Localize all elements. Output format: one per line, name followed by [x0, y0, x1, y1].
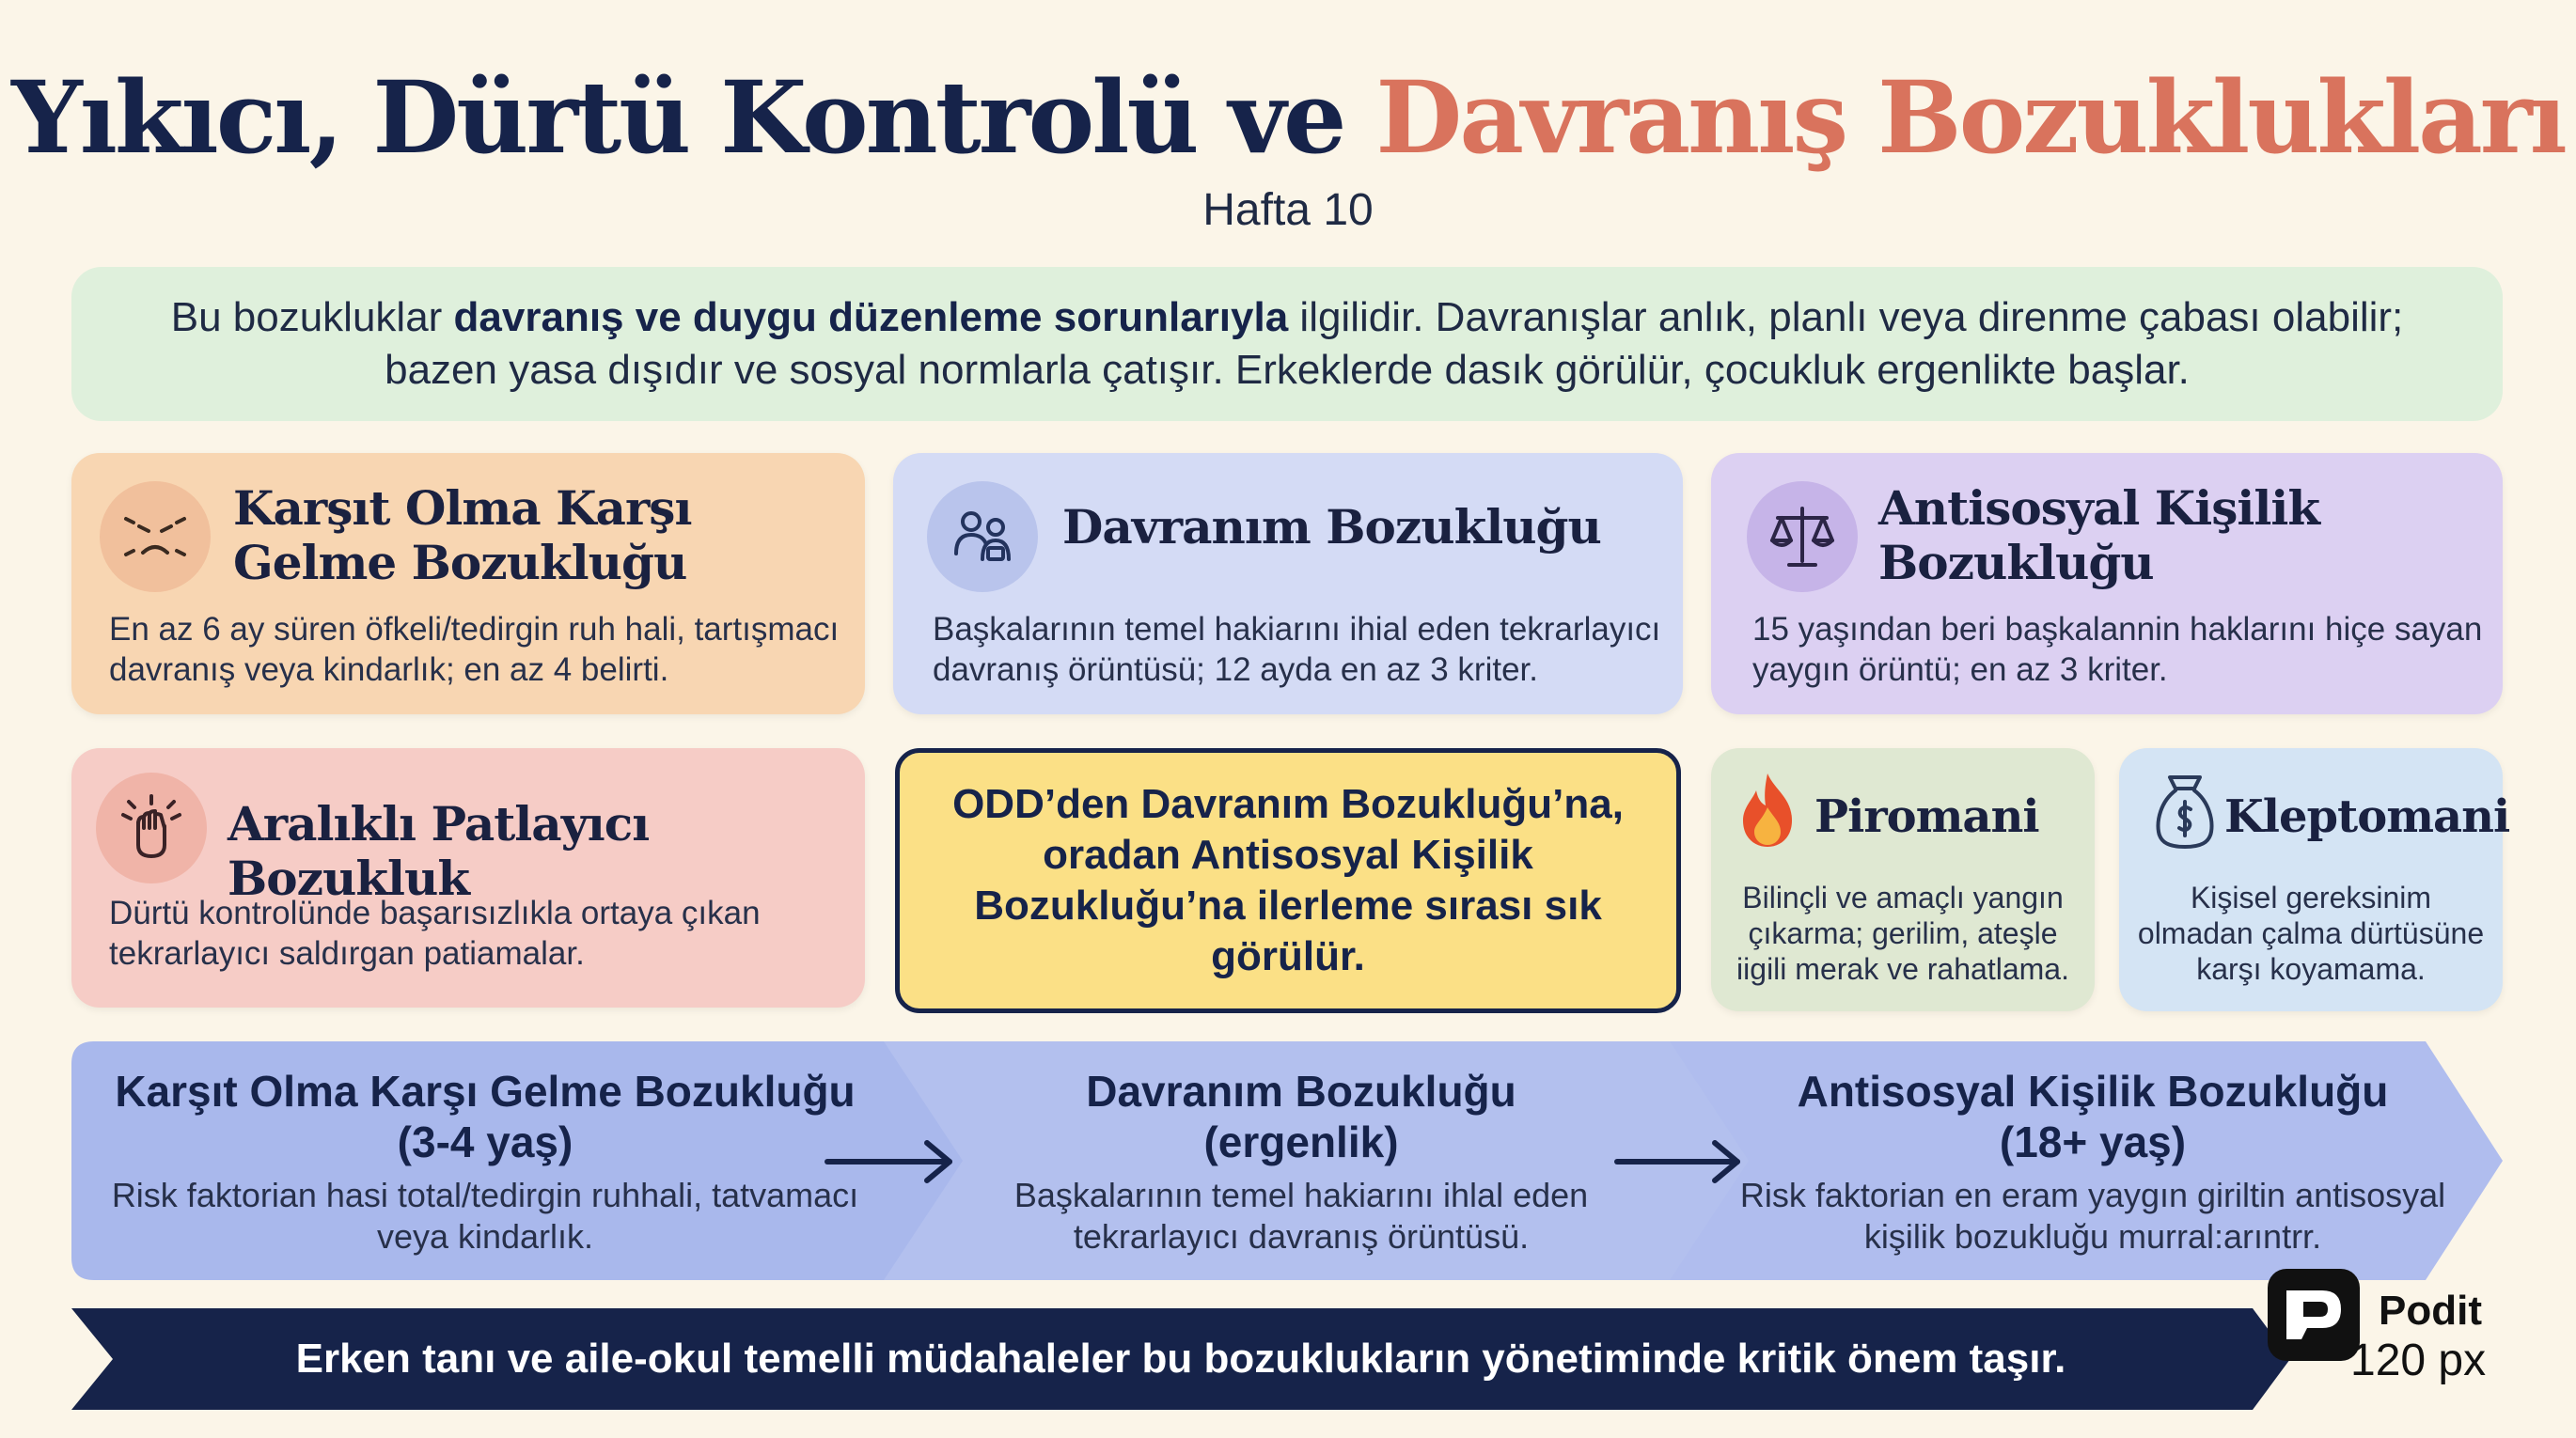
flow-step-title: Antisosyal Kişilik Bozukluğu (18+ yaş): [1797, 1067, 2389, 1166]
page-subtitle: Hafta 10: [1202, 185, 1374, 235]
card-desc: 15 yaşından beri başkalannin haklarını hiçe sayan yaygın örüntü; en az 3 kriter.: [1752, 611, 2483, 688]
card-desc: En az 6 ay süren öfkeli/tedirgin ruh hali, tartışmacı davranış veya kindarlık; en az 4 belirti.: [109, 611, 840, 688]
flow-step-2: [972, 1041, 1630, 1280]
card-desc: Bilinçli ve amaçlı yangın çıkarma; gerilim, ateşle iigili merak ve rahatlama.: [1736, 881, 2069, 986]
intro-panel: [71, 267, 2503, 421]
intro-text: [147, 291, 2427, 397]
card-title: Kleptomani: [2224, 790, 2510, 843]
card-ied: [71, 748, 865, 1008]
card-kleptomania: [2119, 748, 2510, 1011]
title-main: Yıkıcı, Dürtü Kontrolü ve: [11, 58, 1376, 176]
flow-step-desc: Başkalarının temel hakiarını ihlal eden tekrarlayıcı davranış örüntüsü.: [1013, 1176, 1589, 1256]
fist-icon: [96, 773, 207, 883]
brand-sub: 120 px: [2350, 1336, 2487, 1385]
flame-icon: [1730, 773, 1805, 848]
flow-step-1: [109, 1041, 861, 1280]
intro-bold: davranış ve duygu düzenleme sorunlarıyla: [453, 294, 1289, 340]
progression-flow: [71, 1041, 2506, 1280]
flow-step-title: Karşıt Olma Karşı Gelme Bozukluğu (3-4 yaş): [115, 1067, 856, 1166]
card-title: Karşıt Olma Karşı Gelme Bozukluğu: [233, 480, 692, 590]
card-title: Antisosyal Kişilik Bozukluğu: [1878, 480, 2319, 590]
intro-pre: Bu bozukluklar: [170, 294, 454, 340]
card-desc: Kişisel gereksinim olmadan çalma dürtüsüne karşı koyamama.: [2137, 881, 2485, 986]
page-title: [0, 58, 2576, 176]
highlight-card: ODD’den Davranım Bozukluğu’na, oradan Antisosyal Kişilik Bozukluğu’na ilerleme sırası sık görülür.: [895, 748, 1681, 1013]
card-title: Piromani: [1814, 790, 2039, 843]
card-desc: Başkalarının temel hakiarını ihial eden tekrarlayıcı davranış örüntüsü; 12 ayda en az 3 kriter.: [933, 611, 1661, 688]
card-odd: [71, 453, 865, 714]
flow-step-desc: Risk faktorian en eram yaygın giriltin antisosyal kişilik bozukluğu murral:arıntrr.: [1739, 1176, 2446, 1256]
card-antisocial: [1711, 453, 2503, 714]
card-conduct: [893, 453, 1683, 714]
angry-face-icon: [100, 481, 211, 592]
title-accent: Davranış Bozuklukları: [1375, 58, 2565, 176]
people-icon: [927, 481, 1038, 592]
intro-post: ilgilidir. Davranışlar anlık, planlı veya direnme çabası olabilir; bazen yasa dışıdır ve sosyal normlarla çatışır. Erkeklerde dasık görülür, çocukluk ergenlikte başlar.: [385, 294, 2404, 393]
card-title: Davranım Bozukluğu: [1062, 499, 1601, 555]
brand-name: Podit: [2379, 1288, 2482, 1334]
card-title: Aralıklı Patlayıcı Bozukluk: [228, 796, 650, 906]
card-pyromania: [1711, 748, 2095, 1011]
flow-step-title: Davranım Bozukluğu (ergenlik): [1086, 1067, 1516, 1166]
podit-logo-icon: [2268, 1269, 2360, 1361]
card-desc: Dürtü kontrolünde başarısızlıkla ortaya çıkan tekrarlayıcı saldırgan patiamalar.: [109, 895, 761, 972]
flow-step-3: [1736, 1041, 2450, 1280]
flow-step-desc: Risk faktorian hasi total/tedirgin ruhhali, tatvamacı veya kindarlık.: [111, 1176, 859, 1256]
bottom-banner-text: Erken tanı ve aile-okul temelli müdahaleler bu bozuklukların yönetiminde kritik önem taşır.: [295, 1336, 2066, 1382]
scales-icon: [1747, 481, 1858, 592]
money-bag-icon: [2147, 773, 2223, 848]
